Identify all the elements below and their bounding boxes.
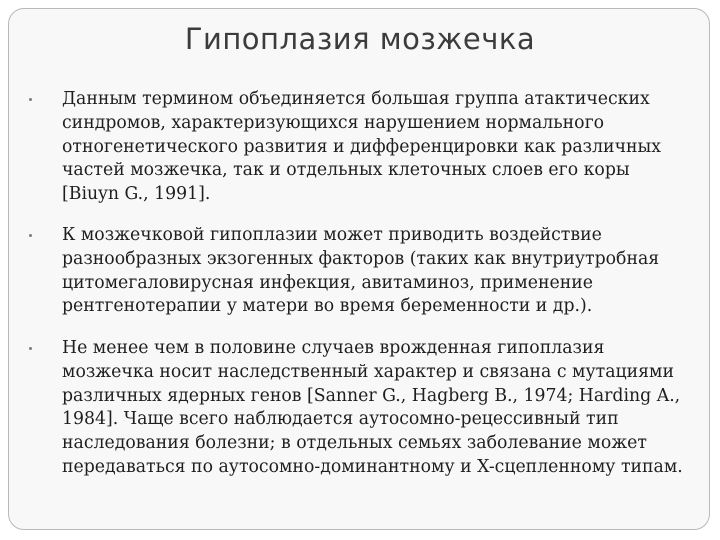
bullet-dot-icon [29, 98, 32, 101]
slide-title: Гипоплазия мозжечка [184, 22, 536, 56]
bullet-text: К мозжечковой гипоплазии может приводить воздействие разнообразных экзогенных факторов (таких как внутриутробная цитомегаловирусная инфекция, авитаминоз, применение рентгенотерапии у матери во время беременности и др.). [62, 225, 660, 317]
bullet-item [62, 224, 692, 319]
bullet-item [62, 88, 692, 207]
bullet-text: Данным термином объединяется большая группа атактических синдромов, характеризующихся нарушением нормального отногенетического развития и дифференцировки как различных частей мозжечка, так и отдельных клеточных слоев его коры [Biuyn G., 1991]. [62, 89, 662, 205]
bullet-item [62, 337, 692, 480]
bullet-dot-icon [29, 234, 32, 237]
bullet-dot-icon [29, 347, 32, 350]
bullet-text: Не менее чем в половине случаев врожденная гипоплазия мозжечка носит наследственный характер и связана с мутациями различных ядерных генов [Sanner G., Hagberg B., 1974; Harding A., 1984]. Чаще всего наблюдается аутосомно-рецессивный тип наследования болезни; в отдельных семьях заболевание может передаваться по аутосомно-доминантному и X-сцепленному типам. [62, 338, 683, 477]
